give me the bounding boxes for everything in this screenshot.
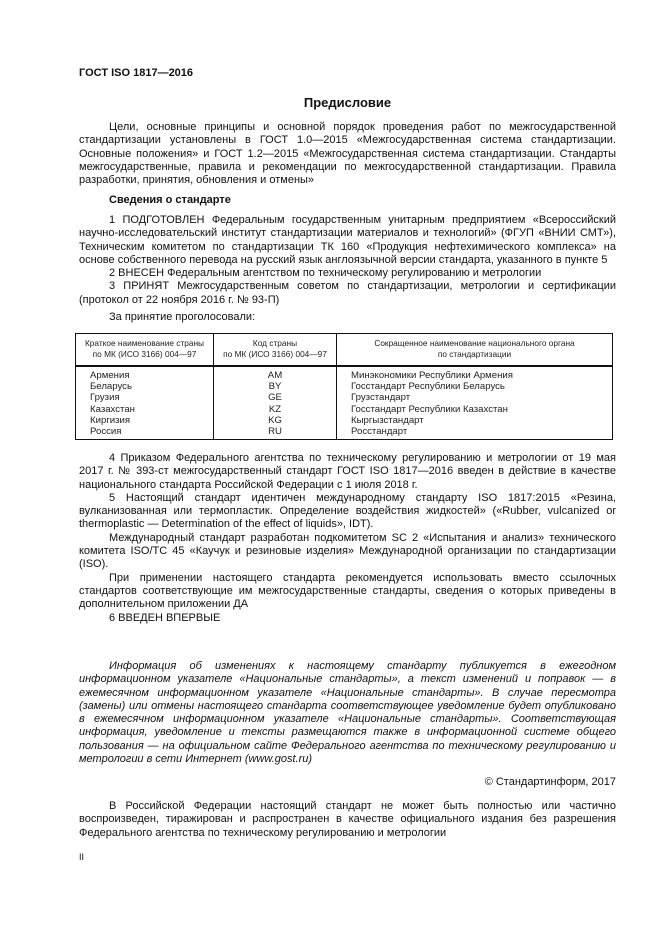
standard-info-heading: Сведения о стандарте: [109, 194, 231, 206]
table-cell-code: KG: [268, 414, 282, 426]
table-cell-code: GE: [268, 392, 282, 404]
item-prepared: 1 ПОДГОТОВЛЕН Федеральным государственным унитарным предприятием «Всероссийский научно-исследовательский институт стандартизации материалов и технологий» (ФГУП «ВНИИ СМТ»), Техническим комитетом по стандартизации ТК 160 «Продукция нефтехимического комплекса» на основе собственного перевода на русский язык англоязычной версии стандарта, указанного в пункте 5: [79, 214, 616, 266]
table-cell-body: Госстандарт Республики Беларусь: [351, 381, 505, 393]
table-header-row: [76, 334, 612, 367]
header-national-body: Сокращенное наименование национального органа по стандартизации: [374, 338, 575, 359]
table-cell-country: Армения: [90, 370, 130, 381]
table-cell-body: Минэкономики Республики Армения: [351, 370, 513, 381]
item-enacted: 4 Приказом Федерального агентства по техническому регулированию и метрологии от 19 мая 2017 г. № 393-ст межгосударственный стандарт ГОСТ ISO 1817—2016 введен в действие в качестве национального стандарта Российской Федерации с 1 июля 2018 г.: [79, 452, 616, 491]
table-cell-code: KZ: [268, 403, 282, 415]
intro-paragraph: Цели, основные принципы и основной порядок проведения работ по межгосударственной стандартизации установлены в ГОСТ 1.0—2015 «Межгосударственная система стандартизации. Основные положения» и ГОСТ 1.2—2015 «Межгосударственная система стандартизации. Стандарты межгосударственные, правила и рекомендации по межгосударственной стандартизации. Правила разработки, принятия, обновления и отмены»: [79, 121, 616, 187]
table-cell-country: Грузия: [90, 392, 120, 404]
item-application-note: При применении настоящего стандарта рекомендуется использовать вместо ссылочных стандартов соответствующие им межгосударственные стандарты, сведения о которых приведены в дополнительном приложении ДА: [79, 571, 616, 611]
reproduction-rights-text: В Российской Федерации настоящий стандарт не может быть полностью или частично воспроизведен, тиражирован и распространен в качестве официального издания без разрешения Федерального агентства по техническому регулированию и метрологии: [79, 800, 616, 839]
table-cell-code: BY: [268, 381, 282, 393]
table-cell-body: Грузстандарт: [351, 392, 411, 404]
table-cell-country: Россия: [90, 426, 122, 438]
standard-info-items-4-6: [79, 452, 616, 625]
item-developer: Международный стандарт разработан подкомитетом SC 2 «Испытания и анализ» технического комитета ISO/TC 45 «Каучук и резиновые изделия» Международной организации по стандартизации (ISO).: [79, 531, 616, 571]
header-country-code: Код страны по МК (ИСО 3166) 004—97: [214, 334, 337, 365]
item-submitted: 2 ВНЕСЕН Федеральным агентством по техническому регулированию и метрологии: [109, 267, 542, 280]
voting-countries-table: [75, 333, 613, 440]
item-first-introduced: 6 ВВЕДЕН ВПЕРВЫЕ: [109, 611, 221, 624]
table-cell-body: Кыргызстандарт: [351, 414, 424, 426]
table-cell-country: Беларусь: [90, 381, 132, 393]
country-code-column: [214, 367, 337, 439]
header-country-name: Краткое наименование страны по МК (ИСО 3166) 004—97: [76, 334, 214, 365]
table-cell-code: AM: [267, 370, 283, 381]
standard-info-items-1-3: [79, 214, 616, 307]
table-cell-code: RU: [268, 426, 282, 438]
item-adopted: 3 ПРИНЯТ Межгосударственным советом по стандартизации, метрологии и сертификации (протокол от 22 ноября 2016 г. № 93-П): [79, 280, 616, 306]
vote-label: За принятие проголосовали:: [109, 311, 256, 323]
amendments-notice-text: Информация об изменениях к настоящему стандарту публикуется в ежегодном информационном указателе «Национальные стандарты», а текст изменений и поправок — в ежемесячном информационном указателе «Национальные стандарты». В случае пересмотра (замены) или отмены настоящего стандарта соответствующее уведомление будет опубликовано в ежемесячном информационном указателе «Национальные стандарты». Соответствующая информация, уведомление и тексты размещаются также в информационной системе общего пользования — на официальном сайте Федерального агентства по техническому регулированию и метрологии в сети Интернет (www.gost.ru): [79, 660, 616, 766]
intro-section: [79, 121, 616, 187]
page-title: Предисловие: [303, 95, 392, 110]
reproduction-rights: [79, 800, 616, 840]
table-cell-country: Казахстан: [90, 403, 135, 415]
national-body-column: [337, 367, 612, 439]
table-cell-country: Киргизия: [90, 414, 131, 426]
item-identical: 5 Настоящий стандарт идентичен международному стандарту ISO 1817:2015 «Резина, вулканизованная или термопластик. Определение воздействия жидкостей» («Rubber, vulcanized or thermoplastic — Determination of the effect of liquids», IDT).: [79, 491, 616, 531]
page-number: II: [79, 852, 85, 862]
copyright-line: © Стандартинформ, 2017: [484, 776, 616, 788]
table-cell-body: Росстандарт: [351, 426, 408, 438]
table-cell-body: Госстандарт Республики Казахстан: [351, 403, 508, 415]
country-name-column: [76, 367, 214, 439]
document-code-header: ГОСТ ISO 1817—2016: [79, 67, 194, 79]
table-body: [76, 367, 612, 439]
amendments-notice: [79, 660, 616, 766]
